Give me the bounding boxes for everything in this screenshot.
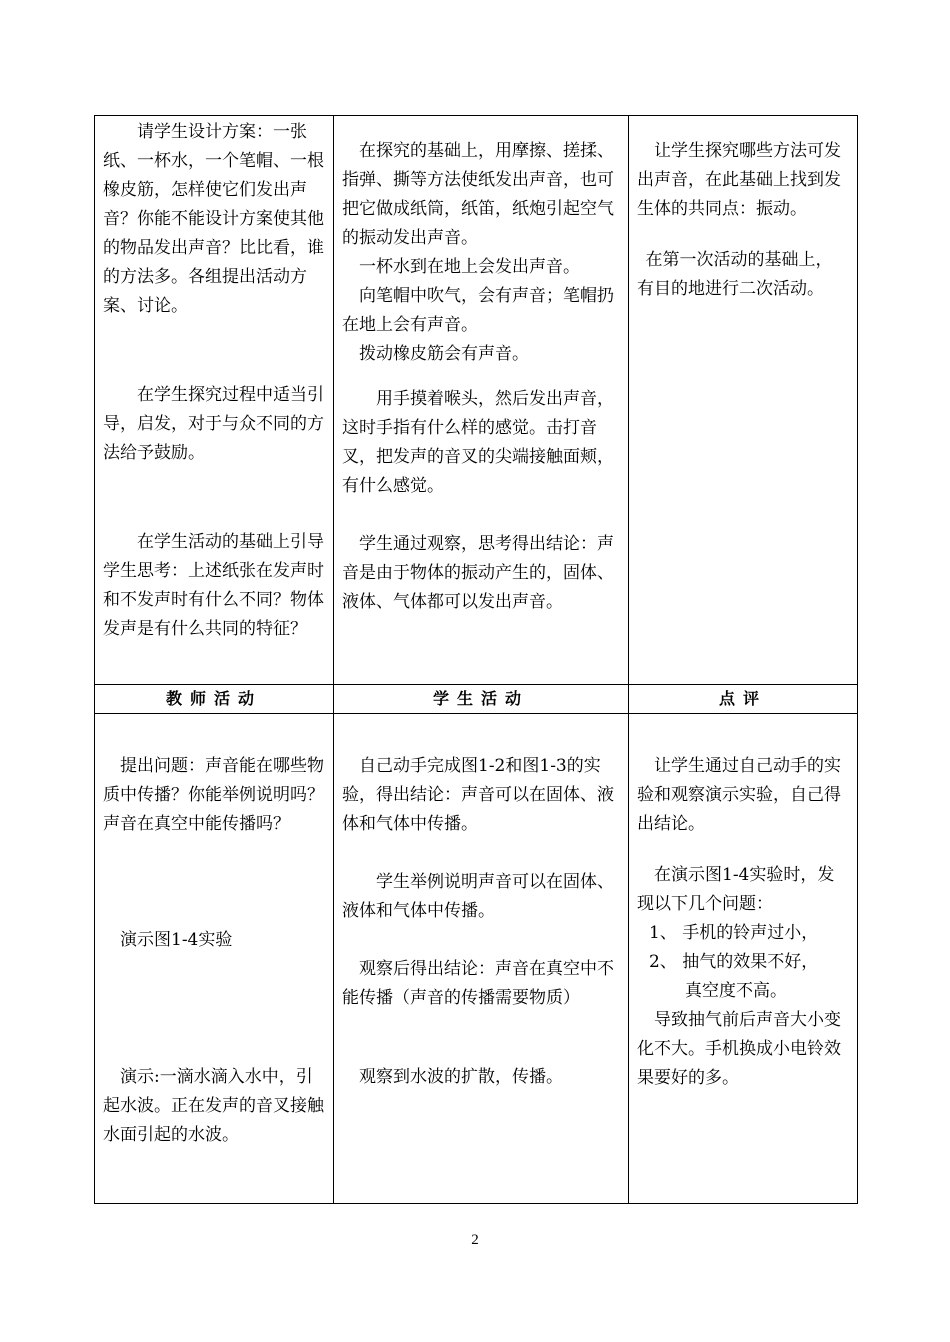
- paragraph: 向笔帽中吹气，会有声音；笔帽扔在地上会有声音。: [342, 286, 614, 335]
- paragraph: 演示图1-4实验: [120, 930, 233, 950]
- paragraph: 演示:一滴水滴入水中，引起水波。正在发声的音叉接触水面引起的水波。: [103, 1067, 324, 1145]
- student-activity-cell: [334, 714, 629, 1204]
- teacher-activity-cell: [95, 714, 334, 1204]
- paragraph: 在第一次活动的基础上，有目的地进行二次活动。: [637, 250, 833, 299]
- paragraph: 学生通过观察，思考得出结论：声音是由于物体的振动产生的，固体、液体、气体都可以发出声音。: [342, 534, 614, 612]
- student-activity-cell: [334, 116, 629, 685]
- paragraph: 自己动手完成图1-2和图1-3的实验，得出结论：声音可以在固体、液体和气体中传播。: [342, 756, 614, 834]
- paragraph: 让学生探究哪些方法可发出声音，在此基础上找到发生体的共同点：振动。: [637, 141, 841, 219]
- table-row: [95, 116, 858, 685]
- paragraph: 在学生活动的基础上引导学生思考：上述纸张在发声时和不发声时有什么不同？物体发声是有什么共同的特征？: [103, 532, 324, 639]
- paragraph: 真空度不高。: [685, 981, 787, 1001]
- lesson-plan-table: [94, 115, 858, 1204]
- paragraph: 在演示图1-4实验时，发现以下几个问题：: [637, 865, 835, 914]
- header-student-activity: 学生活动: [334, 685, 629, 714]
- paragraph: 让学生通过自己动手的实验和观察演示实验，自己得出结论。: [637, 756, 841, 834]
- paragraph: 用手摸着喉头，然后发出声音，这时手指有什么样的感觉。击打音叉，把发声的音叉的尖端接触面颊，有什么感觉。: [342, 389, 614, 496]
- paragraph: 在探究的基础上，用摩擦、搓揉、指弹、撕等方法使纸发出声音，也可把它做成纸筒，纸笛，纸炮引起空气的振动发出声音。: [342, 141, 614, 248]
- comment-cell: [629, 116, 858, 685]
- paragraph: 请学生设计方案：一张纸、一杯水，一个笔帽、一根橡皮筋，怎样使它们发出声音？你能不能设计方案使其他的物品发出声音？比比看，谁的方法多。各组提出活动方案、讨论。: [103, 122, 324, 316]
- paragraph: 观察后得出结论：声音在真空中不能传播（声音的传播需要物质）: [342, 959, 614, 1008]
- paragraph: 在学生探究过程中适当引导，启发，对于与众不同的方法给予鼓励。: [103, 385, 324, 463]
- comment-cell: [629, 714, 858, 1204]
- paragraph: 观察到水波的扩散，传播。: [359, 1067, 563, 1087]
- paragraph: 学生举例说明声音可以在固体、液体和气体中传播。: [342, 872, 614, 921]
- table-header-row: [95, 685, 858, 714]
- page-number: 2: [471, 1232, 479, 1248]
- paragraph: 一杯水到在地上会发出声音。: [359, 257, 580, 277]
- paragraph: 提出问题：声音能在哪些物质中传播？你能举例说明吗？声音在真空中能传播吗？: [103, 756, 324, 834]
- list-item: 1、 手机的铃声过小，: [649, 923, 819, 943]
- table-row: [95, 714, 858, 1204]
- header-teacher-activity: 教师活动: [95, 685, 334, 714]
- list-item: 2、 抽气的效果不好，: [649, 952, 819, 972]
- paragraph: 拨动橡皮筋会有声音。: [359, 344, 529, 364]
- header-comment: 点评: [629, 685, 858, 714]
- teacher-activity-cell: [95, 116, 334, 685]
- paragraph: 导致抽气前后声音大小变化不大。手机换成小电铃效果要好的多。: [637, 1010, 841, 1088]
